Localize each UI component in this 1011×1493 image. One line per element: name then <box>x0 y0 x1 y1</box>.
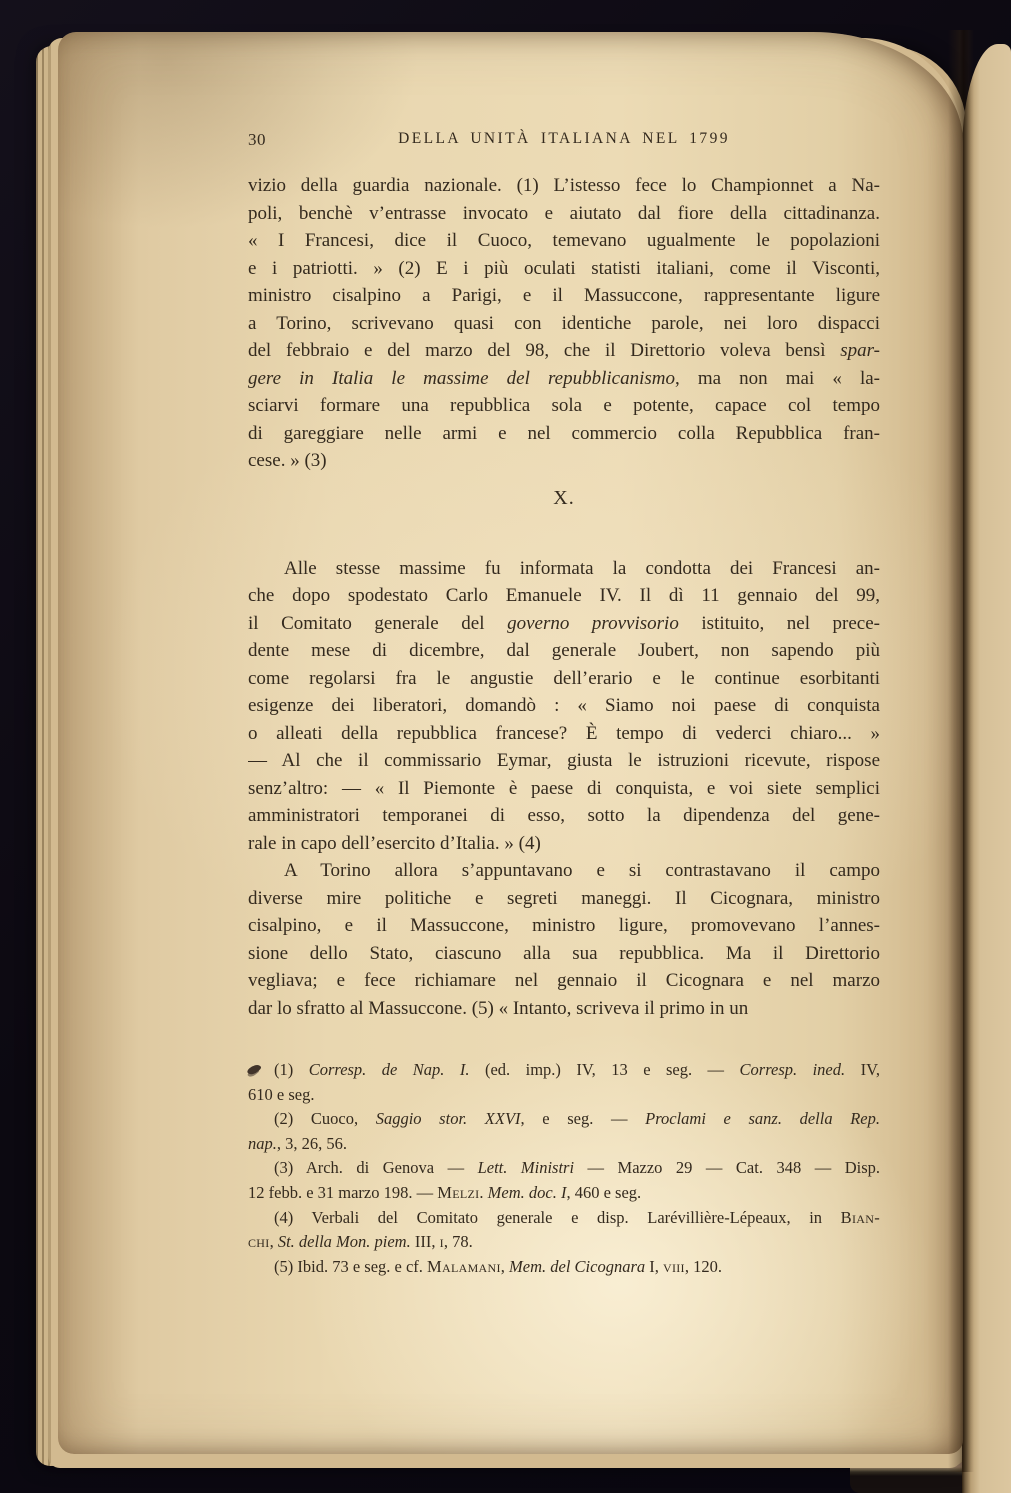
facing-page-edge <box>962 44 1011 1493</box>
footnote-line: (4) Verbali del Comitato generale e disp. Larévillière-Lépeaux, in Bian- <box>274 1207 880 1227</box>
text-line: A Torino allora s’appuntavano e si contrastavano il campo <box>284 860 880 881</box>
text-line: cisalpino, e il Massuccone, ministro ligure, promovevano l’annes- <box>248 915 880 936</box>
text-line: cese. » (3) <box>248 450 327 471</box>
text-line: amministratori temporanei di esso, sotto la dipendenza del gene- <box>248 805 880 826</box>
text-line: di gareggiare nelle armi e nel commercio colla Repubblica fran- <box>248 422 880 444</box>
text-line: il Comitato generale del governo provvisorio istituito, nel prece- <box>248 612 880 634</box>
text-line: — Al che il commissario Eymar, giusta le istruzioni ricevute, rispose <box>248 750 880 771</box>
running-title: DELLA UNITÀ ITALIANA NEL 1799 <box>398 130 730 147</box>
footnote-line: 12 febb. e 31 marzo 198. — Melzi. Mem. doc. I, 460 e seg. <box>248 1182 642 1202</box>
text-line: come regolarsi fra le angustie dell’erario e le continue esorbitanti <box>248 667 880 689</box>
text-line: sciarvi formare una repubblica sola e potente, capace col tempo <box>248 395 880 416</box>
text-line: del febbraio e del marzo del 98, che il Direttorio voleva bensì spar- <box>248 340 880 361</box>
text-line: poli, benchè v’entrasse invocato e aiutato dal fiore della cittadinanza. <box>248 202 880 224</box>
paragraph-1 <box>248 172 880 475</box>
footnote-line: nap., 3, 26, 56. <box>248 1133 347 1153</box>
text-line: dente mese di dicembre, dal generale Joubert, non sapendo più <box>248 640 880 661</box>
text-line: e i patriotti. » (2) E i più oculati statisti italiani, come il Visconti, <box>248 257 880 279</box>
footnote-line: (3) Arch. di Genova — Lett. Ministri — Mazzo 29 — Cat. 348 — Disp. <box>274 1158 880 1178</box>
book-page <box>58 32 963 1454</box>
footnotes <box>248 1058 880 1279</box>
text-line: « I Francesi, dice il Cuoco, temevano ugualmente le popolazioni <box>248 230 880 251</box>
text-line: sione dello Stato, ciascuno alla sua repubblica. Ma il Direttorio <box>248 942 880 964</box>
text-line: ministro cisalpino a Parigi, e il Massuccone, rappresentante ligure <box>248 285 880 306</box>
text-line: che dopo spodestato Carlo Emanuele IV. Il dì 11 gennaio del 99, <box>248 585 880 606</box>
text-column <box>248 128 880 1279</box>
running-header <box>248 128 880 152</box>
page-number: 30 <box>248 130 266 149</box>
text-line: vegliava; e fece richiamare nel gennaio il Cicognara e nel marzo <box>248 970 880 991</box>
text-line: o alleati della repubblica francese? È tempo di vederci chiaro... » <box>248 722 880 744</box>
footnote-line: 610 e seg. <box>248 1084 315 1104</box>
footnote-line: chi, St. della Mon. piem. III, i, 78. <box>248 1232 473 1252</box>
text-line: senz’altro: — « Il Piemonte è paese di conquista, e voi siete semplici <box>248 777 880 799</box>
text-line: a Torino, scrivevano quasi con identiche parole, nei loro dispacci <box>248 312 880 334</box>
text-line: vizio della guardia nazionale. (1) L’istesso fece lo Championnet a Na- <box>248 175 880 196</box>
paragraphs-2-3 <box>248 555 880 1023</box>
text-line: rale in capo dell’esercito d’Italia. » (4) <box>248 832 541 854</box>
footnote-line: (2) Cuoco, Saggio stor. XXVI, e seg. — Proclami e sanz. della Rep. <box>274 1109 880 1129</box>
footnote-line: (1) Corresp. de Nap. I. (ed. imp.) IV, 13 e seg. — Corresp. ined. IV, <box>274 1060 880 1079</box>
text-line: Alle stesse massime fu informata la condotta dei Francesi an- <box>284 557 880 579</box>
text-line: esigenze dei liberatori, domandò : « Siamo noi paese di conquista <box>248 695 880 716</box>
footnote-line: (5) Ibid. 73 e seg. e cf. Malamani, Mem. del Cicognara I, viii, 120. <box>274 1256 722 1276</box>
text-line: dar lo sfratto al Massuccone. (5) « Intanto, scriveva il primo in un <box>248 997 749 1019</box>
text-line: gere in Italia le massime del repubblicanismo, ma non mai « la- <box>248 367 880 389</box>
text-line: diverse mire politiche e segreti maneggi. Il Cicognara, ministro <box>248 887 880 909</box>
section-heading: X. <box>553 486 575 509</box>
